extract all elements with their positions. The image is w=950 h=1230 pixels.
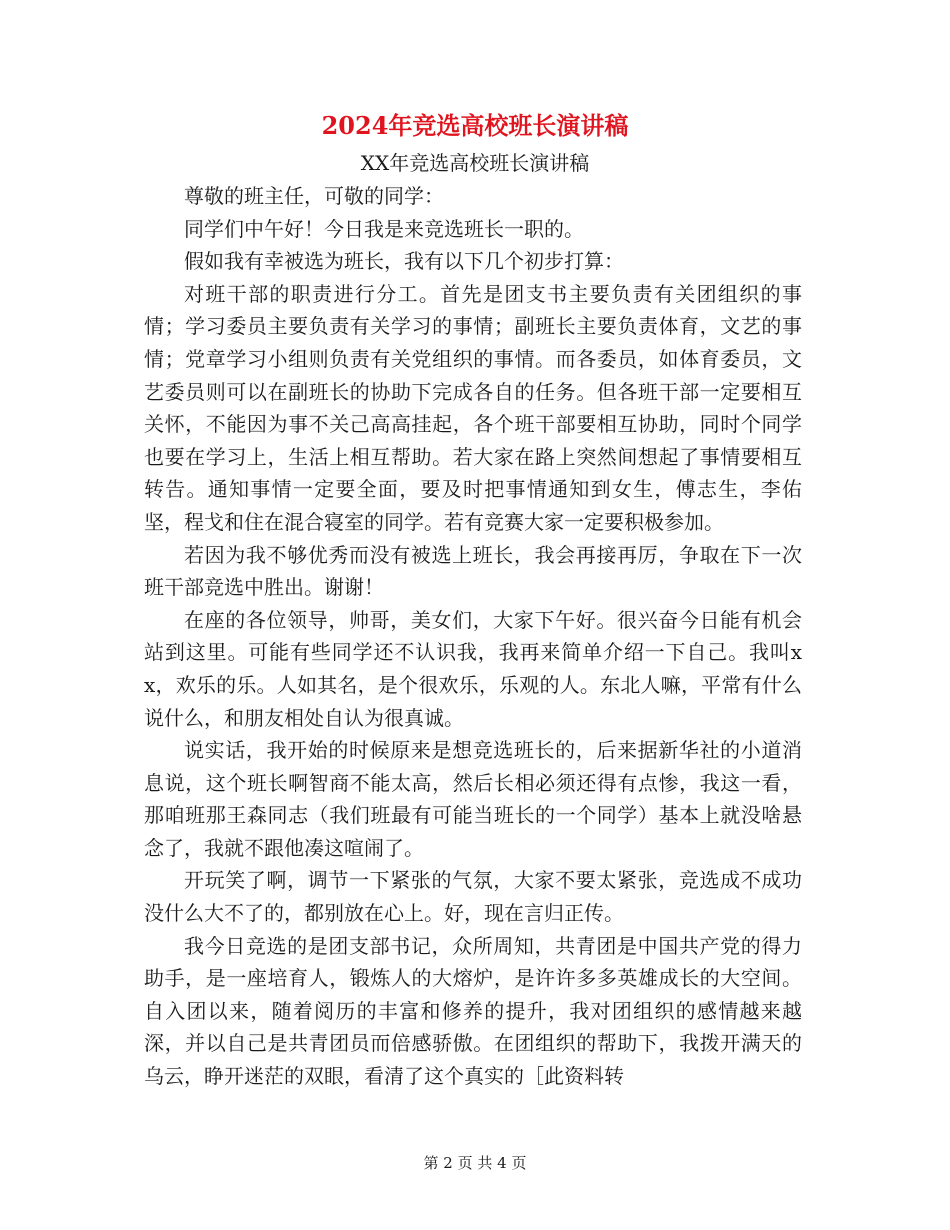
paragraph-if-not-elected: 若因为我不够优秀而没有被选上班长，我会再接再厉，争取在下一次班干部竞选中胜出。谢谢！ — [144, 542, 802, 600]
page-footer: 第 2 页 共 4 页 — [423, 1154, 527, 1172]
paragraph-greeting: 尊敬的班主任，可敬的同学： — [184, 184, 444, 208]
document-body — [144, 180, 802, 1093]
document-title: 2024年竞选高校班长演讲稿 — [321, 111, 629, 140]
document-subtitle: XX年竞选高校班长演讲稿 — [360, 151, 590, 175]
paragraph-joke: 开玩笑了啊，调节一下紧张的气氛，大家不要太紧张，竞选成不成功没什么大不了的，都别放在心上。好，现在言归正传。 — [144, 868, 802, 926]
paragraph-intro: 同学们中午好！今日我是来竞选班长一职的。 — [184, 216, 584, 241]
paragraph-league-secretary: 我今日竞选的是团支部书记，众所周知，共青团是中国共产党的得力助手，是一座培育人，锻炼人的大熔炉，是许许多多英雄成长的大空间。自入团以来，随着阅历的丰富和修养的提升，我对团组织的感情越来越深，并以自己是共青团员而倍感骄傲。在团组织的帮助下，我拨开满天的乌云，睁开迷茫的双眼，看清了这个真实的［此资料转 — [144, 933, 802, 1089]
paragraph-self-introduction: 在座的各位领导，帅哥，美女们，大家下午好。很兴奋今日能有机会站到这里。可能有些同学还不认识我，我再来简单介绍一下自己。我叫xx，欢乐的乐。人如其名，是个很欢乐，乐观的人。东北人嘛，平常有什么说什么，和朋友相处自认为很真诚。 — [144, 607, 802, 730]
paragraph-honest-talk: 说实话，我开始的时候原来是想竞选班长的，后来据新华社的小道消息说，这个班长啊智商不能太高，然后长相必须还得有点惨，我这一看，那咱班那王森同志（我们班最有可能当班长的一个同学）基本上就没啥悬念了，我就不跟他凑这喧闹了。 — [144, 738, 802, 860]
paragraph-duties: 对班干部的职责进行分工。首先是团支书主要负责有关团组织的事情；学习委员主要负责有关学习的事情；副班长主要负责体育，文艺的事情；党章学习小组则负责有关党组织的事情。而各委员，如体育委员，文艺委员则可以在副班长的协助下完成各自的任务。但各班干部一定要相互关怀，不能因为事不关己高高挂起，各个班干部要相互协助，同时个同学也要在学习上，生活上相互帮助。若大家在路上突然间想起了事情要相互转告。通知事情一定要全面，要及时把事情通知到女生，傅志生，李佑坚，程戈和住在混合寝室的同学。若有竞赛大家一定要积极参加。 — [144, 281, 802, 534]
paragraph-plan-heading: 假如我有幸被选为班长，我有以下几个初步打算： — [184, 249, 624, 274]
